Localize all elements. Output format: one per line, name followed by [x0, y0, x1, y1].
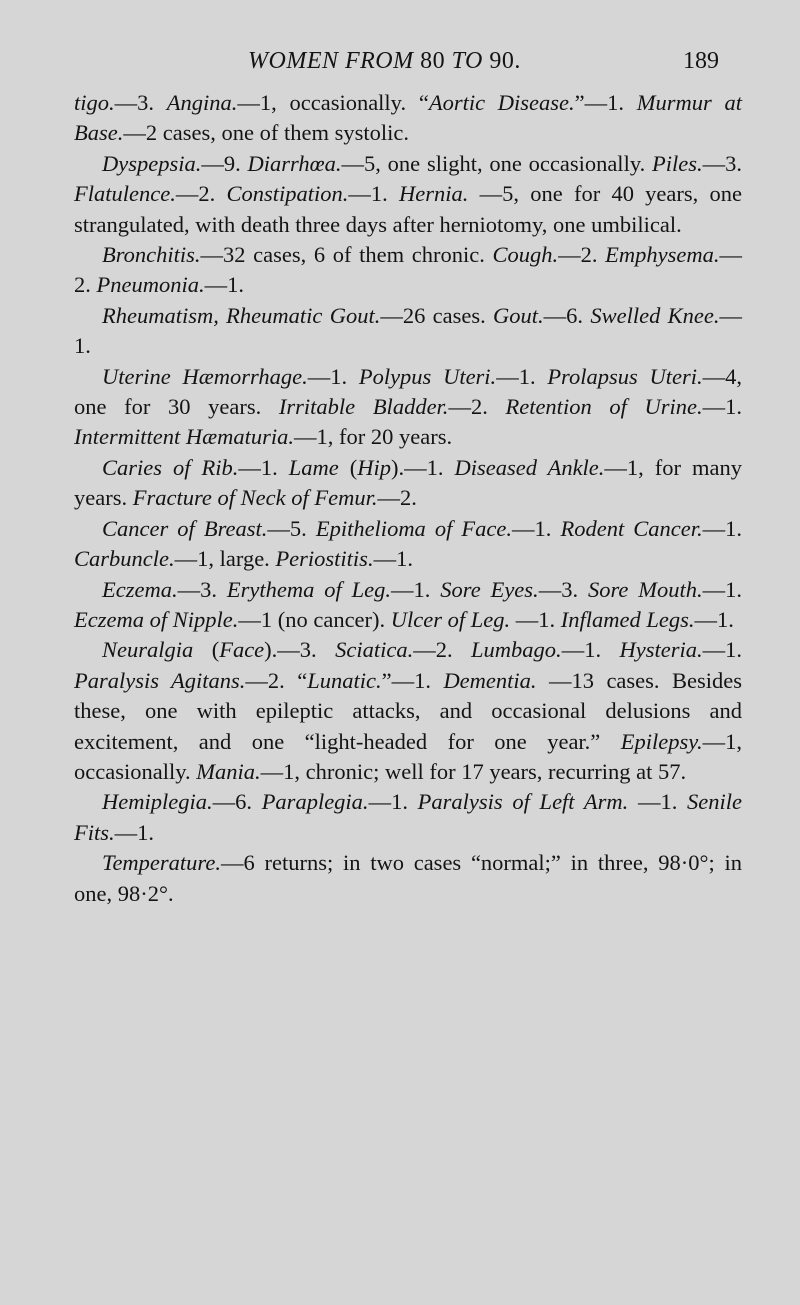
- entry-text: —1, occasionally. “: [237, 90, 429, 115]
- entry-term: Diarrhœa.: [247, 150, 342, 176]
- entry-term: Cough.: [492, 242, 559, 268]
- entry-text: —1, for many years.: [74, 454, 743, 511]
- entry-text: —3.: [702, 150, 743, 176]
- entry-term: Senile Fits.: [74, 789, 742, 845]
- entry-term: Epithelioma of Face.: [315, 515, 513, 541]
- entry-text: —6.: [212, 789, 262, 815]
- paragraph: [74, 635, 742, 787]
- entry-text: —9.: [201, 150, 248, 176]
- running-title-num1: 80: [420, 48, 446, 74]
- entry-text: —1.: [307, 363, 359, 389]
- entry-text: —1, for 20 years.: [294, 424, 453, 450]
- entry-term: Hysteria.: [619, 637, 703, 663]
- paragraph: [74, 787, 742, 848]
- entry-text: —1, occasionally.: [74, 728, 742, 784]
- entry-text: —2.: [175, 181, 227, 207]
- entry-text: ).—1.: [391, 454, 455, 480]
- entry-text: —1.: [373, 546, 413, 572]
- running-title-part1: WOMEN FROM: [248, 48, 414, 74]
- running-title-num2: 90.: [489, 48, 521, 74]
- entry-term: Irritable Bladder.: [278, 394, 449, 420]
- entry-term: Retention of Urine.: [505, 394, 703, 420]
- entry-term: Sore Mouth.: [587, 576, 703, 602]
- entry-term: Uterine Hæmorrhage.: [102, 363, 308, 389]
- entry-term: Neuralgia: [102, 637, 194, 663]
- running-title-part2: TO: [451, 48, 483, 74]
- entry-text: —2.: [74, 242, 743, 298]
- entry-text: —1, chronic; well for 17 years, recurring at 57.: [260, 758, 687, 784]
- paragraph: [74, 514, 742, 575]
- entry-term: Temperature.: [102, 850, 221, 876]
- entry-term: Emphysema.: [605, 242, 720, 268]
- entry-term: Rheumatism, Rheumatic Gout.: [102, 302, 381, 328]
- entry-text: —1.: [702, 394, 742, 420]
- entry-term: Periostitis.: [275, 546, 374, 572]
- entry-text: —3.: [538, 576, 588, 602]
- paragraph: [74, 88, 742, 149]
- entry-term: Diseased Ankle.: [454, 454, 605, 480]
- entry-text: —1 (no cancer).: [238, 606, 391, 632]
- entry-term: Hip: [357, 454, 391, 480]
- entry-text: —5, one for 40 years, one strangulated, with death three days after herniotomy, one umbilical.: [74, 181, 743, 237]
- entry-term: Angina.: [166, 90, 238, 115]
- entry-text: —1.: [702, 637, 743, 663]
- entry-text: —1.: [391, 576, 441, 602]
- entry-term: Polypus Uteri.: [358, 363, 497, 389]
- paragraph: [74, 362, 742, 453]
- entry-text: —13 cases. Besides these, one with epileptic attacks, and occasional delusions and excitement, and one “light-headed for one year.”: [74, 667, 742, 754]
- entry-text: —1.: [512, 515, 561, 541]
- entry-term: Lame: [288, 454, 339, 480]
- entry-text: —1.: [204, 272, 244, 298]
- paragraph: [74, 575, 742, 636]
- paragraph: [74, 453, 742, 514]
- entry-term: Sore Eyes.: [440, 576, 539, 602]
- entry-text: —1, large.: [174, 546, 276, 572]
- entry-term: Aortic Disease.: [428, 90, 575, 115]
- entry-text: —1.: [561, 637, 620, 663]
- entry-term: Epilepsy.: [620, 728, 703, 754]
- entry-text: —1.: [510, 606, 561, 632]
- entry-term: Cancer of Breast.: [102, 515, 268, 541]
- entry-text: —1.: [702, 576, 742, 602]
- paragraph: [74, 301, 742, 362]
- entry-text: —2 cases, one of them systolic.: [123, 120, 409, 146]
- paragraph: [74, 149, 742, 240]
- entry-term: Sciatica.: [335, 637, 414, 663]
- entry-term: Caries of Rib.: [102, 454, 239, 480]
- running-header: [0, 44, 800, 84]
- entry-text: —1.: [238, 454, 289, 480]
- entry-term: Lunatic.: [307, 667, 382, 693]
- entry-text: ).—3.: [264, 637, 336, 663]
- entry-term: Dementia.: [443, 667, 537, 693]
- entry-term: Eczema.: [102, 576, 178, 602]
- entry-text: —3.: [114, 90, 167, 115]
- entry-text: —2. “: [245, 667, 308, 693]
- entry-text: —2.: [413, 637, 472, 663]
- entry-term: Paralysis of Left Arm.: [417, 789, 629, 815]
- paragraph: [74, 848, 742, 909]
- entry-text: —6.: [543, 302, 591, 328]
- entry-term: Face: [219, 637, 265, 663]
- entry-text: (: [338, 454, 358, 480]
- entry-term: tigo.: [74, 90, 115, 115]
- entry-term: Lumbago.: [471, 637, 562, 663]
- entry-term: Eczema of Nipple.: [74, 606, 239, 632]
- entry-term: Paraplegia.: [261, 789, 369, 815]
- entry-term: Gout.: [493, 302, 544, 328]
- entry-text: —1.: [368, 789, 418, 815]
- entry-text: —5.: [267, 515, 316, 541]
- entry-term: Dyspepsia.: [102, 150, 202, 176]
- entry-term: Hemiplegia.: [102, 789, 213, 815]
- entry-text: (: [193, 637, 220, 663]
- entry-term: Ulcer of Leg.: [390, 606, 511, 632]
- page-number: 189: [683, 48, 719, 74]
- running-title: [248, 48, 521, 75]
- entry-term: Intermittent Hæmaturia.: [74, 424, 294, 450]
- entry-term: Mania.: [196, 758, 261, 784]
- entry-text: —1.: [114, 819, 155, 845]
- entry-term: Fracture of Neck of Femur.: [132, 485, 378, 511]
- entry-text: ”—1.: [381, 667, 444, 693]
- entry-text: —26 cases.: [380, 302, 494, 328]
- entry-text: —3.: [177, 576, 227, 602]
- entry-term: Erythema of Leg.: [226, 576, 392, 602]
- entry-term: Swelled Knee.: [590, 302, 720, 328]
- paragraph: [74, 240, 742, 301]
- entry-term: Piles.: [652, 150, 703, 176]
- entry-text: —2.: [448, 394, 506, 420]
- entry-term: Pneumonia.: [96, 272, 205, 298]
- entry-text: —1.: [702, 515, 743, 541]
- entry-text: —4, one for 30 years.: [74, 363, 742, 420]
- entry-text: —1.: [496, 363, 548, 389]
- entry-term: Paralysis Agitans.: [74, 667, 246, 693]
- entry-term: Prolapsus Uteri.: [547, 363, 703, 389]
- entry-term: Bronchitis.: [102, 242, 201, 268]
- body-text: [74, 88, 742, 909]
- entry-text: —5, one slight, one occasionally.: [341, 150, 653, 176]
- entry-term: Flatulence.: [74, 181, 176, 207]
- entry-term: Inflamed Legs.: [560, 606, 695, 632]
- entry-term: Rodent Cancer.: [560, 515, 703, 541]
- entry-text: —1.: [348, 181, 399, 207]
- entry-text: —2.: [558, 242, 606, 268]
- entry-text: —32 cases, 6 of them chronic.: [200, 242, 493, 268]
- entry-text: —2.: [377, 485, 417, 511]
- entry-term: Constipation.: [226, 181, 349, 207]
- entry-term: Murmur at Base.: [74, 90, 742, 146]
- entry-text: —1.: [694, 606, 734, 632]
- entry-text: ”—1.: [574, 90, 637, 115]
- entry-term: Carbuncle.: [74, 546, 175, 572]
- entry-text: —1.: [74, 302, 743, 359]
- entry-term: Hernia.: [399, 181, 469, 207]
- entry-text: —1.: [628, 789, 688, 815]
- entry-text: —6 returns; in two cases “normal;” in three, 98·0°; in one, 98·2°.: [74, 850, 742, 906]
